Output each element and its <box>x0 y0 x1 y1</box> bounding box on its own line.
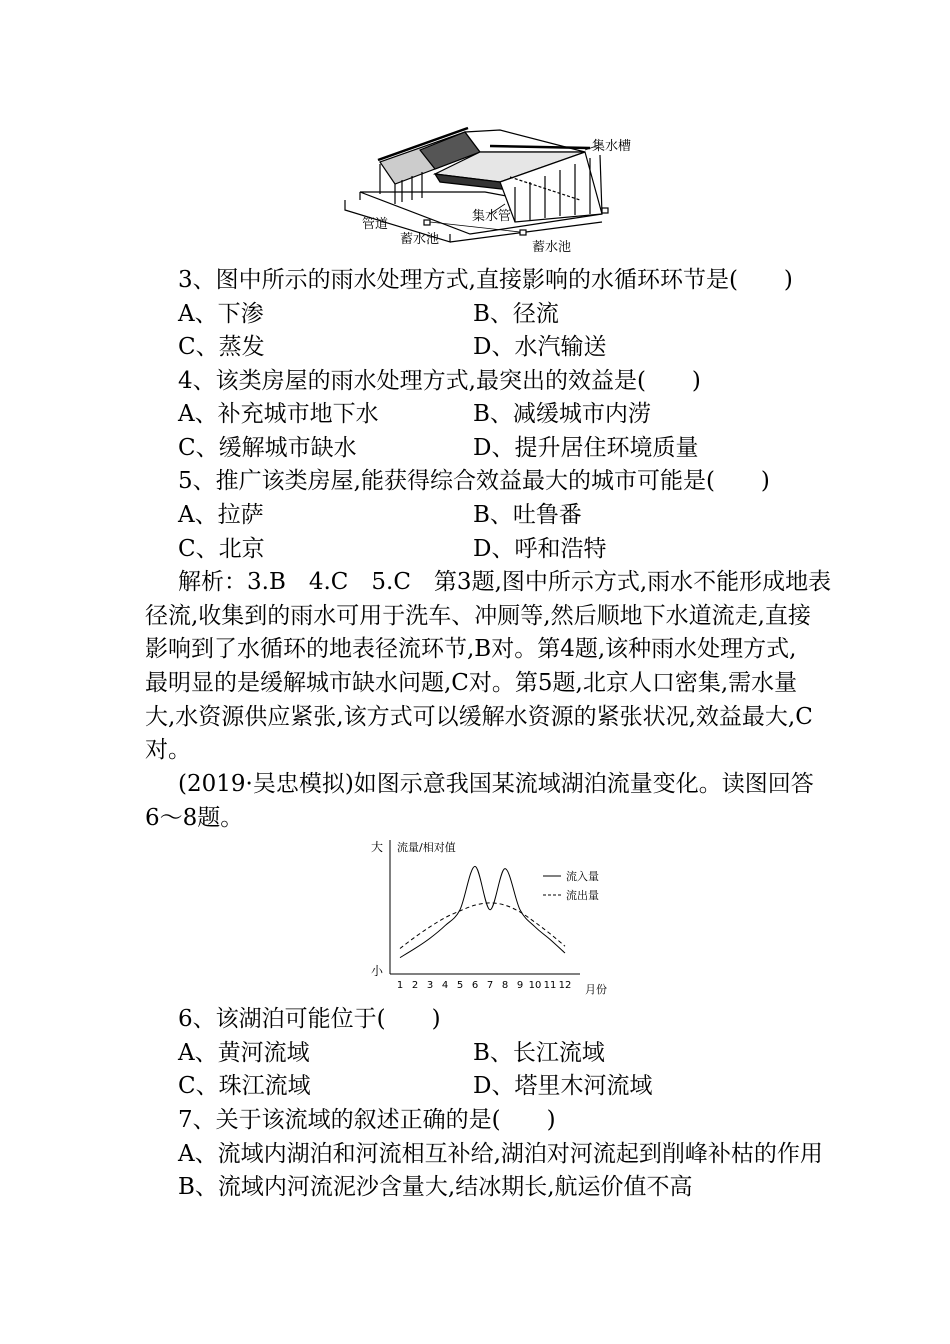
question-3-option-b[interactable]: B、径流 <box>473 301 559 327</box>
x-axis-title: 月份 <box>585 983 607 996</box>
x-tick-label: 11 <box>543 980 557 991</box>
x-tick-label: 3 <box>426 980 434 991</box>
analysis-line-3: 影响到了水循环的地表径流环节,B对。第4题,该种雨水处理方式, <box>145 636 797 662</box>
question-6-option-a[interactable]: A、黄河流域 <box>178 1040 310 1066</box>
question-5-option-a[interactable]: A、拉萨 <box>178 502 264 528</box>
lake-flow-chart <box>365 835 630 997</box>
label-pipe: 管道 <box>362 217 389 232</box>
question-5-option-d[interactable]: D、呼和浩特 <box>473 536 607 562</box>
question-6-option-b[interactable]: B、长江流域 <box>473 1040 605 1066</box>
question-4-option-b[interactable]: B、减缓城市内涝 <box>473 401 651 427</box>
question-5-option-c[interactable]: C、北京 <box>178 536 265 562</box>
label-tank-right: 蓄水池 <box>532 240 572 255</box>
question-3-option-a[interactable]: A、下渗 <box>178 301 264 327</box>
label-tank-left: 蓄水池 <box>400 232 440 247</box>
label-gutter: 集水槽 <box>592 139 632 154</box>
x-tick-label: 8 <box>501 980 509 991</box>
question-3-option-c[interactable]: C、蒸发 <box>178 334 265 360</box>
intro-line-2: 6～8题。 <box>145 805 244 831</box>
question-3-stem: 3、图中所示的雨水处理方式,直接影响的水循环环节是( ) <box>178 267 793 293</box>
legend-label: 流出量 <box>566 889 599 902</box>
analysis-line-5: 大,水资源供应紧张,该方式可以缓解水资源的紧张状况,效益最大,C <box>145 704 813 730</box>
question-6-option-d[interactable]: D、塔里木河流域 <box>473 1073 653 1099</box>
question-3-option-d[interactable]: D、水汽输送 <box>473 334 607 360</box>
x-tick-label: 9 <box>516 980 524 991</box>
x-tick-label: 7 <box>486 980 494 991</box>
x-tick-label: 12 <box>558 980 572 991</box>
question-4-option-c[interactable]: C、缓解城市缺水 <box>178 435 357 461</box>
x-tick-label: 2 <box>411 980 419 991</box>
x-tick-label: 5 <box>456 980 464 991</box>
analysis-line-2: 径流,收集到的雨水可用于洗车、冲厕等,然后顺地下水道流走,直接 <box>145 603 811 629</box>
analysis-line-1: 解析：3.B 4.C 5.C 第3题,图中所示方式,雨水不能形成地表 <box>178 569 832 595</box>
question-6-option-c[interactable]: C、珠江流域 <box>178 1073 311 1099</box>
x-tick-label: 4 <box>441 980 449 991</box>
question-4-option-d[interactable]: D、提升居住环境质量 <box>473 435 699 461</box>
x-tick-label: 10 <box>528 980 542 991</box>
series-line-inflow <box>400 866 565 957</box>
rainwater-house-diagram <box>340 122 640 257</box>
legend-label: 流入量 <box>566 870 599 883</box>
x-tick-label: 1 <box>396 980 404 991</box>
analysis-line-6: 对。 <box>145 737 191 763</box>
question-5-option-b[interactable]: B、吐鲁番 <box>473 502 582 528</box>
label-collector-pipe: 集水管 <box>472 209 512 224</box>
question-6-stem: 6、该湖泊可能位于( ) <box>178 1006 441 1032</box>
intro-line-1: (2019·吴忠模拟)如图示意我国某流域湖泊流量变化。读图回答 <box>178 771 814 797</box>
y-bottom-label: 小 <box>371 964 384 978</box>
y-top-label: 大 <box>371 840 384 854</box>
x-tick-label: 6 <box>471 980 479 991</box>
analysis-line-4: 最明显的是缓解城市缺水问题,C对。第5题,北京人口密集,需水量 <box>145 670 798 696</box>
question-5-stem: 5、推广该类房屋,能获得综合效益最大的城市可能是( ) <box>178 468 770 494</box>
question-7-option-a[interactable]: A、流域内湖泊和河流相互补给,湖泊对河流起到削峰补枯的作用 <box>178 1141 823 1167</box>
question-7-option-b[interactable]: B、流域内河流泥沙含量大,结冰期长,航运价值不高 <box>178 1174 693 1200</box>
y-axis-title: 流量/相对值 <box>397 841 456 854</box>
question-4-stem: 4、该类房屋的雨水处理方式,最突出的效益是( ) <box>178 368 701 394</box>
question-7-stem: 7、关于该流域的叙述正确的是( ) <box>178 1107 556 1133</box>
question-4-option-a[interactable]: A、补充城市地下水 <box>178 401 379 427</box>
